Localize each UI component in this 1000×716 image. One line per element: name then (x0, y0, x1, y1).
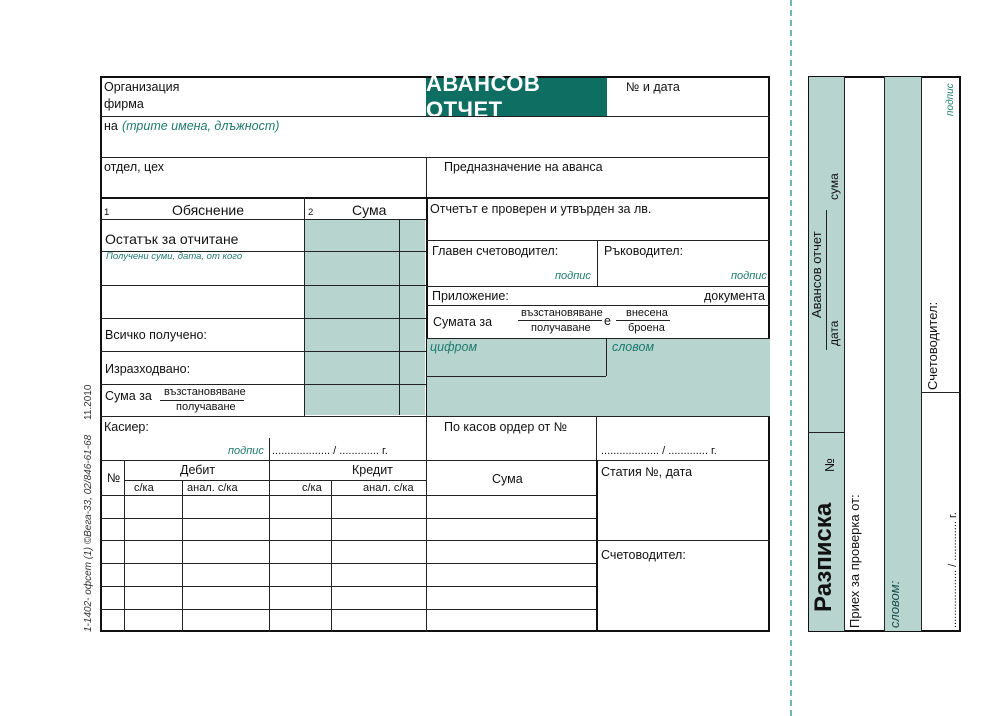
cashier-signature-hint: подпис (228, 445, 264, 457)
received-hint: Получени суми, дата, от кого (106, 251, 243, 262)
credit-analytic-header: анал. с/ка (363, 482, 414, 494)
debit-header: Дебит (180, 463, 216, 477)
bottom-no-header: № (107, 471, 121, 485)
in-digits-label: цифром (430, 340, 478, 354)
attachment-label: Приложение: (432, 289, 509, 303)
chief-signature-hint: подпис (555, 270, 591, 282)
to-hint: (трите имена, длъжност) (122, 119, 280, 133)
verified-label: Отчетът е проверен и утвърден за лв. (430, 202, 652, 216)
stub-signature-hint: подпис (945, 83, 956, 116)
sum-header: Сума (352, 202, 387, 218)
to-label: на (104, 119, 118, 133)
cash-order-date-line: ................... / ............. г. (601, 445, 717, 457)
stub-date: дата (827, 320, 841, 346)
counted-label: броена (628, 322, 665, 334)
documents-label: документа (704, 289, 765, 303)
stub-receipt-title: Разписка (810, 502, 837, 612)
stub-fill-right (884, 77, 921, 631)
credit-account-header: с/ка (302, 482, 322, 494)
chief-accountant-label: Главен счетоводител: (432, 244, 559, 258)
total-received-label: Всичко получено: (105, 328, 207, 342)
department-label: отдел, цех (104, 160, 165, 174)
number-date-label: № и дата (626, 80, 680, 94)
stub-sum: сума (827, 173, 841, 200)
restore-label: възстановяване (164, 386, 246, 398)
stub-accountant: Счетоводител: (925, 301, 940, 390)
amount-for-right-label: Сумата за (433, 315, 493, 329)
cashier-date-line: ................... / ............. г. (272, 445, 388, 457)
cash-order-label: По касов ордер от № (444, 420, 568, 434)
is-label: е (604, 314, 611, 328)
bottom-sum-header: Сума (492, 472, 523, 486)
manager-label: Ръководител: (604, 244, 684, 258)
receive-label: получаване (176, 401, 236, 413)
article-label: Статия №, дата (601, 465, 693, 479)
amount-words-fill (427, 338, 770, 416)
stub-date-line: ................... / ............. г. (947, 512, 959, 628)
deposited-label: внесена (626, 307, 668, 319)
purpose-label: Предназначение на аванса (444, 160, 603, 174)
col2-number: 2 (308, 207, 314, 218)
credit-header: Кредит (352, 463, 393, 477)
sum-column-fill (305, 219, 425, 415)
debit-analytic-header: анал. с/ка (187, 482, 238, 494)
accountant-label: Счетоводител: (601, 548, 686, 562)
stub-advance-report: Авансов отчет (809, 231, 824, 318)
balance-label: Остатък за отчитане (105, 231, 239, 247)
amount-for-label: Сума за (105, 389, 152, 403)
manager-signature-hint: подпис (731, 270, 767, 282)
spent-label: Изразходвано: (105, 362, 191, 376)
stub-accepted-from: Приех за проверка от: (847, 494, 862, 628)
explanation-header: Обяснение (172, 202, 245, 218)
in-words-label: словом (612, 340, 655, 354)
debit-account-header: с/ка (134, 482, 154, 494)
form-title: АВАНСОВ ОТЧЕТ (426, 78, 607, 116)
receive-right-label: получаване (531, 322, 591, 334)
edition-date: 11.2010 (83, 384, 94, 420)
perforation-line (790, 0, 792, 716)
restore-right-label: възстановяване (521, 307, 603, 319)
cashier-label: Касиер: (104, 420, 149, 434)
organization-label: Организация (104, 80, 180, 94)
firm-label: фирма (104, 97, 144, 111)
stub-in-words: словом: (887, 580, 902, 628)
stub-no: № (822, 458, 837, 472)
print-code: 1-1402- офсет (1) ©Вега-33, 02/846-61-68 (83, 434, 94, 632)
col1-number: 1 (104, 207, 110, 218)
